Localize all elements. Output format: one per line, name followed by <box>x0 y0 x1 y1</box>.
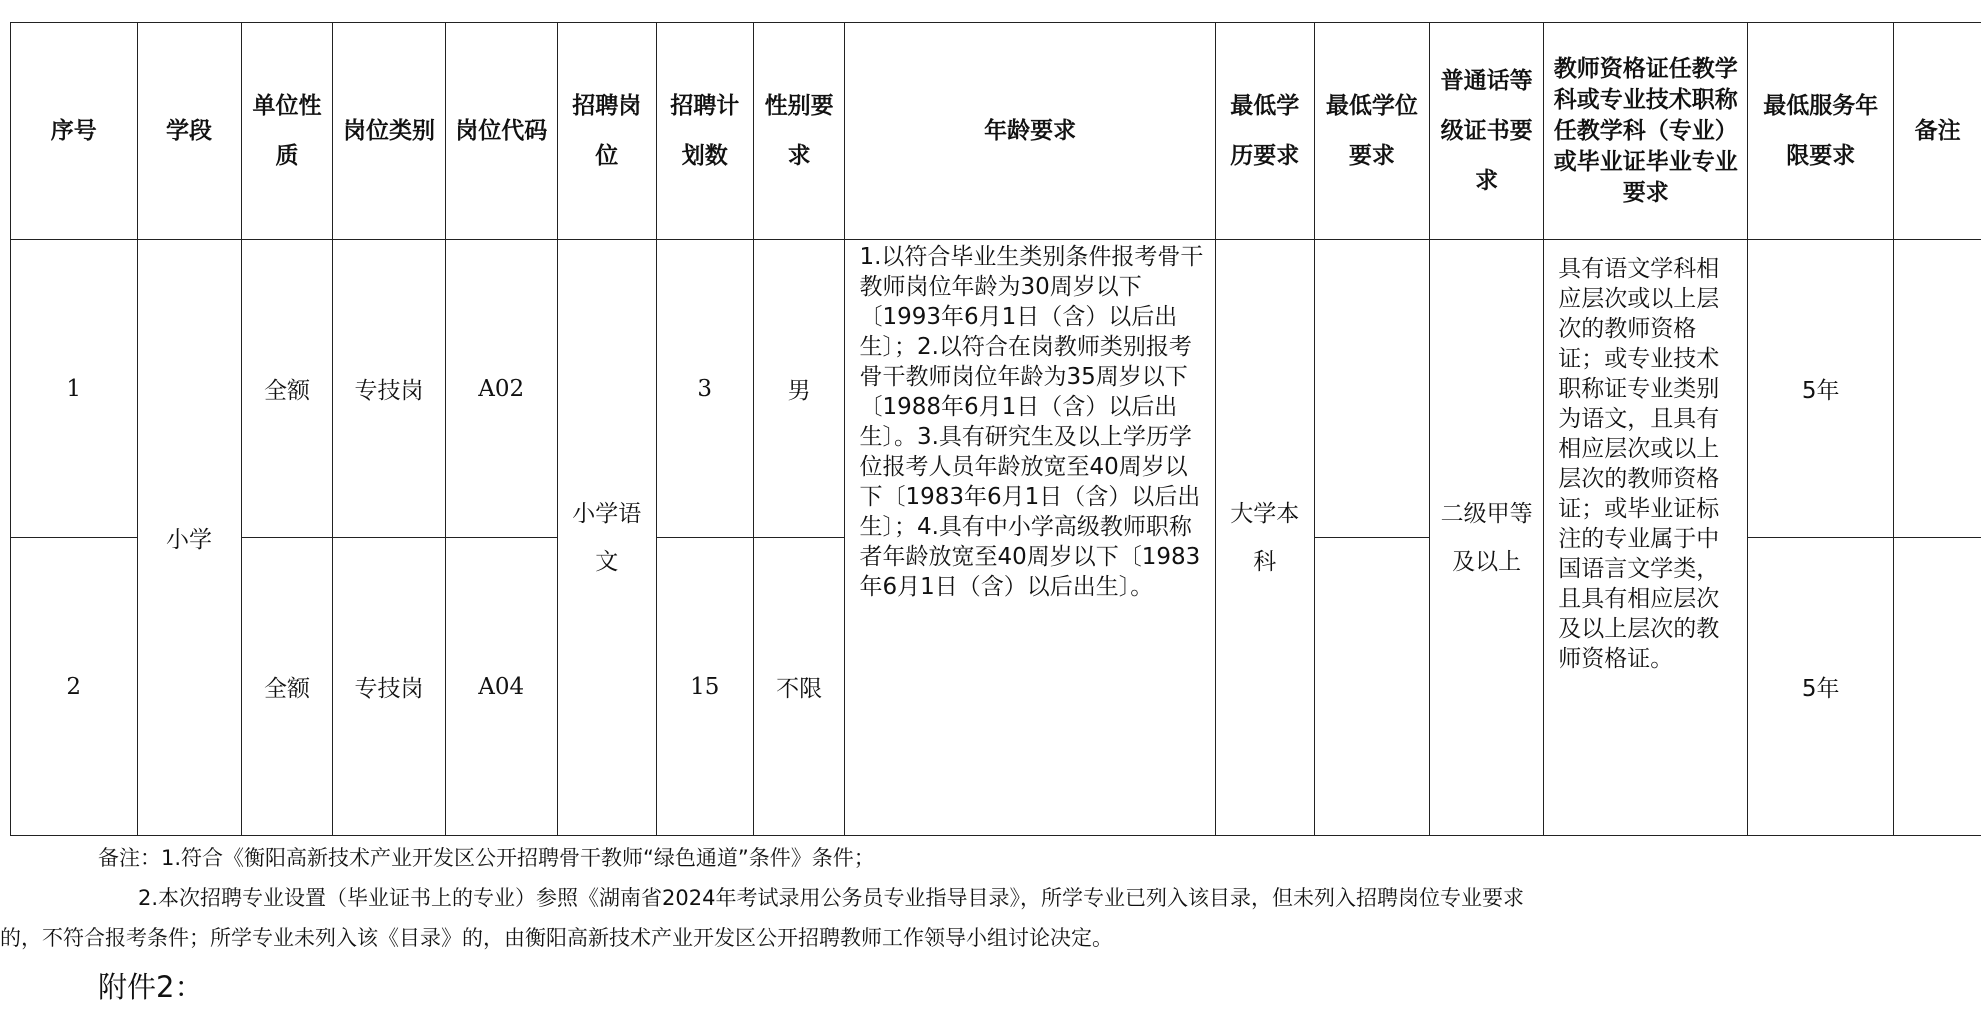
cell-post-category: 专技岗 <box>333 538 445 836</box>
cell-gender: 男 <box>753 240 845 538</box>
cell-seq: 2 <box>11 538 138 836</box>
cell-plan: 15 <box>656 538 753 836</box>
header-mandarin: 普通话等级证书要求 <box>1430 23 1544 240</box>
cell-service: 5年 <box>1748 240 1894 538</box>
header-cert: 教师资格证任教学科或专业技术职称任教学科（专业）或毕业证毕业专业要求 <box>1544 23 1748 240</box>
note-line-3: 的，不符合报考条件；所学专业未列入该《目录》的，由衡阳高新技术产业开发区公开招聘教师工作领导小组讨论决定。 <box>0 926 1113 950</box>
header-plan: 招聘计划数 <box>656 23 753 240</box>
cell-seq: 1 <box>11 240 138 538</box>
cell-post-code: A02 <box>445 240 557 538</box>
cell-min-degree <box>1314 240 1429 538</box>
header-row <box>11 23 1981 240</box>
table-row <box>11 240 1981 538</box>
header-post-name: 招聘岗位 <box>557 23 656 240</box>
cell-plan: 3 <box>656 240 753 538</box>
header-age: 年龄要求 <box>845 23 1215 240</box>
header-unit-nature: 单位性质 <box>241 23 333 240</box>
attachment-label: 附件2： <box>98 970 204 1004</box>
note-line-2: 2.本次招聘专业设置（毕业证书上的专业）参照《湖南省2024年考试录用公务员专业指导目录》，所学专业已列入该目录，但未列入招聘岗位专业要求 <box>138 886 1524 910</box>
cell-remark <box>1894 240 1981 538</box>
note-line-1: 备注：1.符合《衡阳高新技术产业开发区公开招聘骨干教师“绿色通道”条件》条件； <box>98 846 875 870</box>
header-post-category: 岗位类别 <box>333 23 445 240</box>
header-seq: 序号 <box>11 23 138 240</box>
recruitment-table <box>10 22 1981 836</box>
header-gender: 性别要求 <box>753 23 845 240</box>
cell-unit-nature: 全额 <box>241 538 333 836</box>
cell-min-degree <box>1314 538 1429 836</box>
cell-gender: 不限 <box>753 538 845 836</box>
cell-post-category: 专技岗 <box>333 240 445 538</box>
header-stage: 学段 <box>137 23 241 240</box>
recruitment-table-wrapper <box>10 22 1981 836</box>
header-min-degree: 最低学位要求 <box>1314 23 1429 240</box>
cell-min-edu: 大学本科 <box>1215 240 1314 836</box>
header-remark: 备注 <box>1894 23 1981 240</box>
cell-remark <box>1894 538 1981 836</box>
cell-unit-nature: 全额 <box>241 240 333 538</box>
cell-stage: 小学 <box>137 240 241 836</box>
header-service: 最低服务年限要求 <box>1748 23 1894 240</box>
cell-mandarin: 二级甲等及以上 <box>1430 240 1544 836</box>
cell-cert-requirement: 具有语文学科相应层次或以上层次的教师资格证；或专业技术职称证专业类别为语文，且具有相应层次或以上层次的教师资格证；或毕业证标注的专业属于中国语言文学类，且具有相应层次及以上层次的教师资格证。 <box>1544 240 1748 836</box>
cell-service: 5年 <box>1748 538 1894 836</box>
cell-post-code: A04 <box>445 538 557 836</box>
cell-age-requirement: 1.以符合毕业生类别条件报考骨干教师岗位年龄为30周岁以下〔1993年6月1日（含）以后出生〕；2.以符合在岗教师类别报考骨干教师岗位年龄为35周岁以下〔1988年6月1日（含）以后出生〕。3.具有研究生及以上学历学位报考人员年龄放宽至40周岁以下〔1983年6月1日（含）以后出生〕；4.具有中小学高级教师职称者年龄放宽至40周岁以下〔1983年6月1日（含）以后出生〕。 <box>845 240 1215 836</box>
cell-post-name: 小学语文 <box>557 240 656 836</box>
header-post-code: 岗位代码 <box>445 23 557 240</box>
header-min-edu: 最低学历要求 <box>1215 23 1314 240</box>
